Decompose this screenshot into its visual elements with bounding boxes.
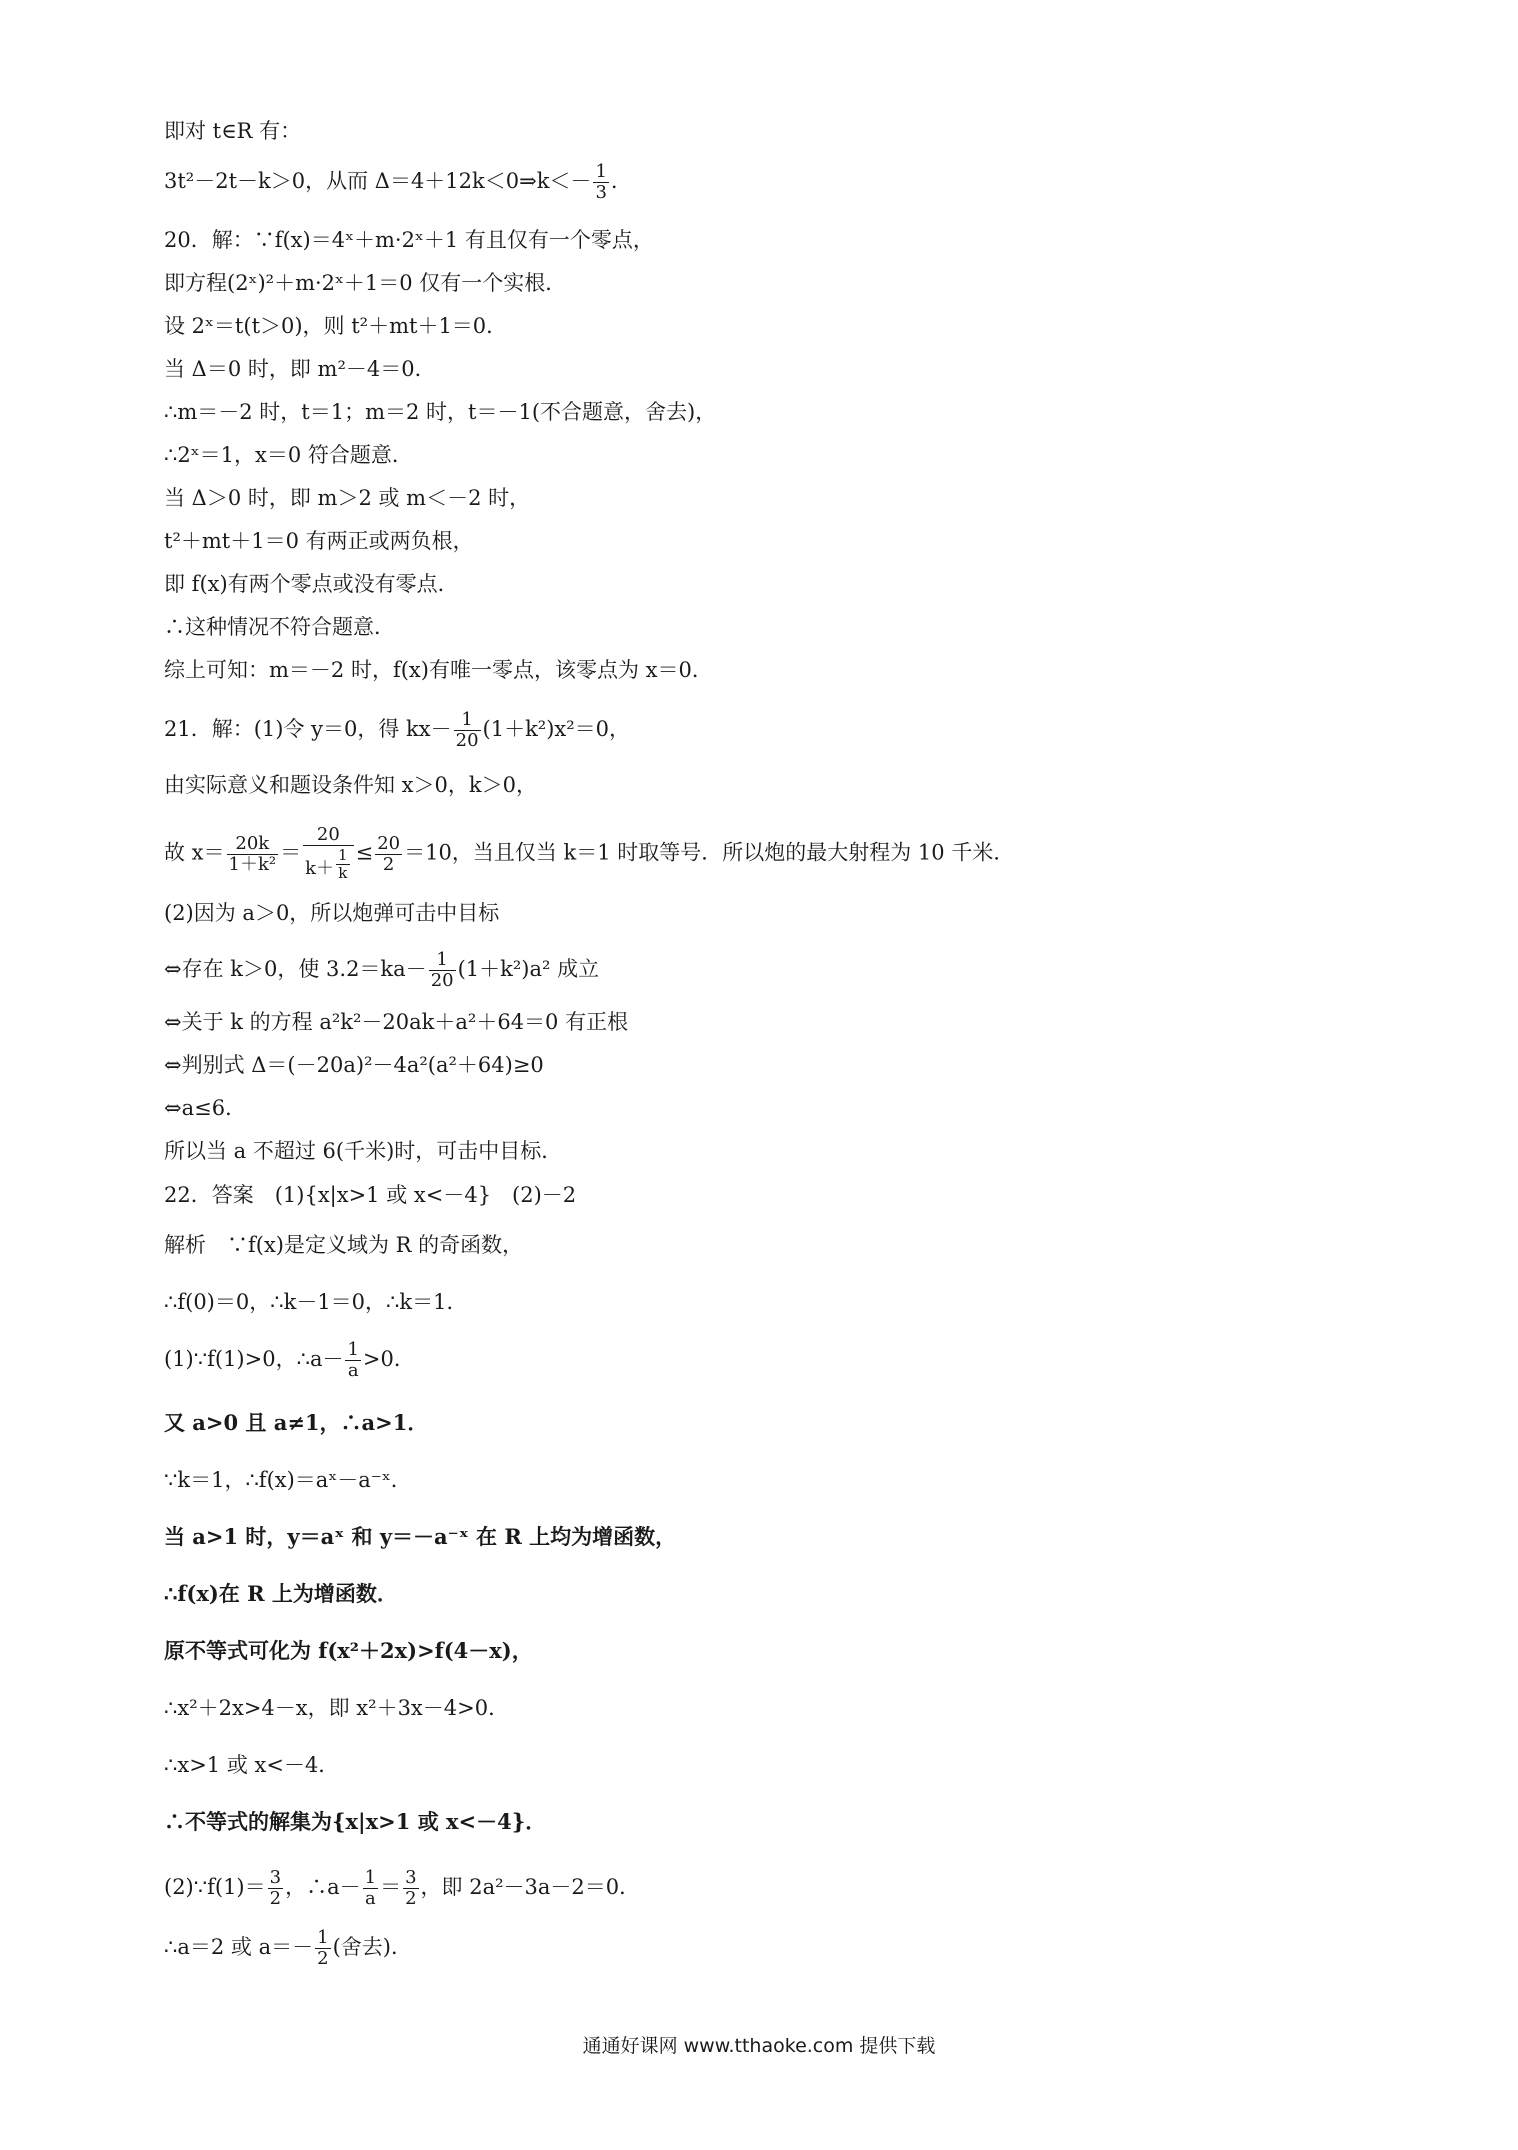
text-line: (1)∵f(1)>0，∴a－ $\frac{1}{a}$ >0． <box>164 1339 415 1381</box>
fraction: 20 k＋ $\frac{1}{k}$ <box>303 825 353 883</box>
text-line: ∴x>1 或 x<－4． <box>164 1753 340 1777</box>
fraction: $\frac{20}{2}$ <box>377 832 401 875</box>
text-line: 当 a>1 时，y＝aˣ 和 y＝－a⁻ˣ 在 R 上均为增函数， <box>164 1524 677 1549</box>
text-line: 原不等式可化为 f(x²＋2x)>f(4－x)， <box>164 1638 533 1663</box>
text-line: 所以当 a 不超过 6(千米)时，可击中目标． <box>164 1139 563 1163</box>
text-line: 22．答案 (1){x|x>1 或 x<－4} (2)－2 <box>164 1183 577 1207</box>
text-line: ∴f(x)在 R 上为增函数． <box>164 1581 398 1606</box>
fraction: $\frac{1}{k}$ <box>338 846 348 882</box>
text-line: 当 Δ＝0 时，即 m²－4＝0． <box>164 357 436 381</box>
text-line: 20．解：∵f(x)＝4ˣ＋m·2ˣ＋1 有且仅有一个零点， <box>164 228 654 252</box>
fraction: $\frac{1}{3}$ <box>595 161 607 203</box>
fraction: $\frac{1}{20}$ <box>430 949 454 991</box>
text-line: 又 a>0 且 a≠1，∴a>1． <box>164 1410 429 1435</box>
text-line: ∵k＝1，∴f(x)＝aˣ－a⁻ˣ． <box>164 1468 412 1492</box>
text-line: ∴这种情况不符合题意． <box>164 615 395 639</box>
text-line: 设 2ˣ＝t(t＞0)，则 t²＋mt＋1＝0． <box>164 314 508 338</box>
text-line: ⇔a≤6． <box>164 1096 247 1120</box>
fraction: $\frac{3}{2}$ <box>269 1867 282 1909</box>
text-line: 故 x＝ $\frac{20k}{\text{1＋k²}}$ ＝ 20 k＋ $\frac{1}{k}$ ≤ $\frac{20}{2}$ ＝10，当且仅当 k＝1 时取等号．所以炮的最大射程为 10 千米． <box>164 824 1015 882</box>
text-line: 3t²－2t－k＞0，从而 Δ＝4＋12k＜0⇒k＜－ $\frac{1}{3}$ . <box>164 161 618 203</box>
fraction: $\frac{20k}{\text{1＋k²}}$ <box>228 832 277 875</box>
text-line: (2)∵f(1)＝ $\frac{3}{2}$ ，∴a－ $\frac{1}{a}$ ＝ $\frac{3}{2}$ ，即 2a²－3a－2＝0． <box>164 1867 641 1909</box>
text-line: 由实际意义和题设条件知 x＞0，k＞0， <box>164 773 537 797</box>
text-line: ∴m＝－2 时，t＝1；m＝2 时，t＝－1(不合题意，舍去)， <box>164 400 717 424</box>
text-line: ∴a＝2 或 a＝－ $\frac{1}{2}$ (舍去)． <box>164 1927 412 1969</box>
text-line: (2)因为 a＞0，所以炮弹可击中目标 <box>164 901 500 925</box>
fraction: $\frac{1}{a}$ <box>347 1339 359 1381</box>
text-line: ∴f(0)＝0，∴k－1＝0，∴k＝1． <box>164 1290 468 1314</box>
fraction: $\frac{3}{2}$ <box>405 1867 417 1909</box>
text-line: ⇔判别式 Δ＝(－20a)²－4a²(a²＋64)≥0 <box>164 1053 544 1077</box>
text-line: 即对 t∈R 有： <box>164 119 302 143</box>
text-line: 即方程(2ˣ)²＋m·2ˣ＋1＝0 仅有一个实根． <box>164 271 567 295</box>
text-line: ⇔关于 k 的方程 a²k²－20ak＋a²＋64＝0 有正根 <box>164 1010 629 1034</box>
text-line: ∴不等式的解集为{x|x>1 或 x<－4}． <box>164 1809 547 1834</box>
fraction: $\frac{1}{a}$ <box>364 1867 377 1909</box>
text-line: t²＋mt＋1＝0 有两正或两负根， <box>164 529 474 553</box>
text-line: ⇔存在 k＞0，使 3.2＝ka－ $\frac{1}{20}$ (1＋k²)a² 成立 <box>164 949 600 991</box>
text-line: ∴x²＋2x>4－x，即 x²＋3x－4>0． <box>164 1696 510 1720</box>
fraction: $\frac{1}{2}$ <box>317 1927 329 1969</box>
text-line: 综上可知：m＝－2 时，f(x)有唯一零点，该零点为 x＝0． <box>164 658 713 682</box>
text-line: 当 Δ＞0 时，即 m＞2 或 m＜－2 时， <box>164 486 531 510</box>
fraction: $\frac{1}{20}$ <box>455 709 479 751</box>
text-line: 21．解：(1)令 y＝0，得 kx－ $\frac{1}{20}$ (1＋k²)x²＝0， <box>164 709 631 751</box>
text-line: 即 f(x)有两个零点或没有零点． <box>164 572 459 596</box>
text-line: 解析 ∵f(x)是定义域为 R 的奇函数， <box>164 1233 524 1257</box>
page-footer: 通通好课网 www.tthaoke.com 提供下载 <box>582 2035 936 2057</box>
text-line: ∴2ˣ＝1，x＝0 符合题意． <box>164 443 413 467</box>
